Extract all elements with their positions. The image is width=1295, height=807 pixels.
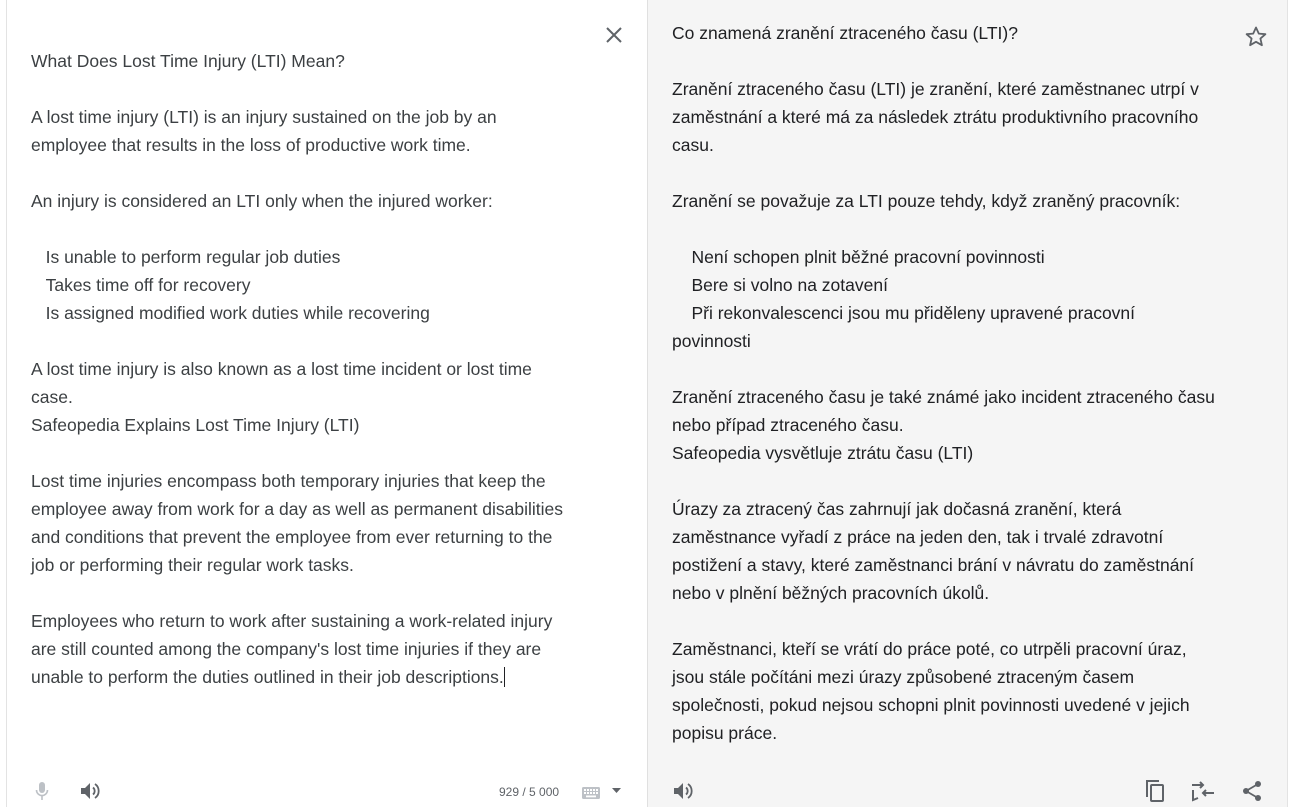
suggest-edit-icon (1190, 779, 1216, 803)
character-count: 929 / 5 000 (499, 785, 560, 799)
listen-translation-button[interactable] (671, 780, 695, 802)
close-icon (605, 26, 623, 44)
copy-translation-button[interactable] (1143, 778, 1167, 804)
speaker-icon (673, 782, 693, 800)
source-text-content: What Does Lost Time Injury (LTI) Mean? A lost time injury (LTI) is an injury sustained on the job by an employee that results in the loss of productive work time. An injury is considered an LTI only when the injured worker: Is unable to perform regular job duties Takes time off for recovery Is assigned modified work duties while recovering A lost time injury is also known as a lost time incident or lost time case. Safeopedia Explains Lost Time Injury (LTI) Lost time injuries encompass both temporary injuries that keep the employee away from work for a day as well as permanent disabilities and conditions that prevent the employee from ever returning to the job or performing their regular work tasks. Employees who return to work after sustaining a work-related injury are still counted among the company's lost time injuries if they are unable to perform the duties outlined in their job descriptions. (31, 51, 564, 687)
frame-right-border (1287, 0, 1288, 807)
star-icon (1245, 26, 1267, 47)
translation-text: Co znamená zranění ztraceného času (LTI)? Zranění ztraceného času (LTI) je zranění, které zaměstnanec utrpí v zaměstnání a které má za následek ztrátu produktivního pracovního casu. Zranění se považuje za LTI pouze tehdy, když zraněný pracovník: Není schopen plnit běžné pracovní povinnosti Bere si volno na zotavení Při rekonvalescenci jsou mu přiděleny upravené pracovní povinnosti Zranění ztraceného času je také známé jako incident ztraceného času nebo případ ztraceného času. Safeopedia vysvětluje ztrátu času (LTI) Úrazy za ztracený čas zahrnují jak dočasná zranění, která zaměstnance vyřadí z práce na jeden den, tak i trvalé zdravotní postižení a stavy, které zaměstnanci brání v návratu do zaměstnání nebo v plnění běžných pracovních úkolů. Zaměstnanci, kteří se vrátí do práce poté, co utrpěli pracovní úraz, jsou stále počítáni mezi úrazy způsobené ztraceným časem společnosti, pokud nejsou schopni plnit povinnosti uvedené v jejich popisu práce. (672, 23, 1215, 743)
clear-source-button[interactable] (603, 24, 625, 46)
keyboard-icon (582, 787, 600, 799)
keyboard-dropdown-button[interactable] (610, 785, 622, 795)
source-panel (7, 0, 646, 807)
keyboard-button[interactable] (581, 786, 601, 800)
speaker-icon (80, 782, 100, 800)
microphone-icon (35, 781, 49, 801)
share-icon (1241, 780, 1263, 802)
share-translation-button[interactable] (1240, 779, 1264, 803)
save-translation-button[interactable] (1244, 24, 1268, 48)
source-text-input[interactable] (31, 47, 611, 691)
suggest-edit-button[interactable] (1189, 778, 1217, 804)
translation-panel (647, 0, 1288, 807)
text-caret (504, 667, 505, 687)
caret-down-icon (612, 788, 621, 793)
microphone-button[interactable] (33, 780, 51, 802)
copy-icon (1145, 779, 1165, 803)
listen-source-button[interactable] (78, 780, 102, 802)
